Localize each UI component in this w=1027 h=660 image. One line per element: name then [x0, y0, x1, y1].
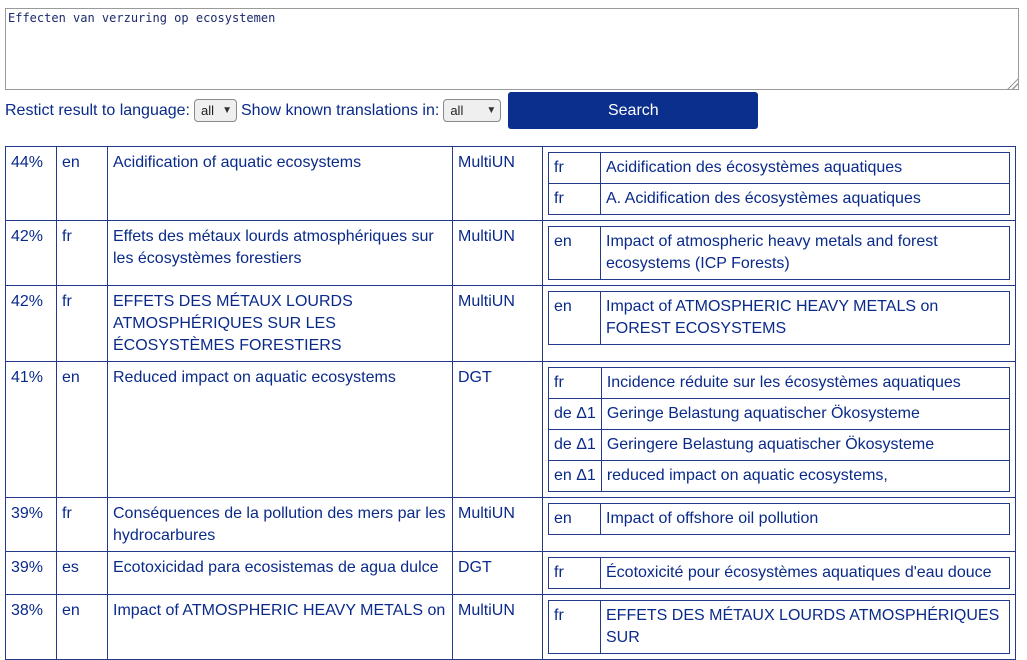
result-text: Impact of ATMOSPHERIC HEAVY METALS on	[108, 595, 453, 660]
translations-table	[548, 152, 1010, 215]
translation-text: reduced impact on aquatic ecosystems,	[601, 461, 1009, 492]
chevron-down-icon: ▼	[486, 105, 497, 116]
translations-cell	[543, 498, 1016, 552]
translations-cell	[543, 286, 1016, 362]
translation-row	[549, 461, 1010, 492]
result-source: MultiUN	[453, 595, 543, 660]
result-score: 42%	[6, 221, 57, 286]
translation-language: fr	[549, 368, 602, 399]
translation-text: Impact of atmospheric heavy metals and forest ecosystems (ICP Forests)	[601, 227, 1010, 280]
translation-text: Geringere Belastung aquatischer Ökosysteme	[601, 430, 1009, 461]
result-source: MultiUN	[453, 498, 543, 552]
restrict-language-label: Restict result to language:	[5, 101, 190, 119]
show-translations-value: all	[450, 103, 464, 118]
translation-row	[549, 153, 1010, 184]
result-row	[6, 147, 1016, 221]
result-row	[6, 362, 1016, 498]
result-text: Effets des métaux lourds atmosphériques sur les écosystèmes forestiers	[108, 221, 453, 286]
result-source: DGT	[453, 552, 543, 595]
result-text: Reduced impact on aquatic ecosystems	[108, 362, 453, 498]
translation-text: Geringe Belastung aquatischer Ökosysteme	[601, 399, 1009, 430]
translations-table	[548, 600, 1010, 654]
result-source: MultiUN	[453, 286, 543, 362]
translation-text: Acidification des écosystèmes aquatiques	[601, 153, 1010, 184]
result-score: 39%	[6, 552, 57, 595]
translation-text: Impact of ATMOSPHERIC HEAVY METALS on FOREST ECOSYSTEMS	[601, 292, 1010, 345]
translations-cell	[543, 221, 1016, 286]
translation-text: Impact of offshore oil pollution	[601, 504, 1010, 535]
search-button[interactable]: Search	[508, 92, 758, 129]
show-translations-select[interactable]	[443, 99, 501, 122]
translation-language: fr	[549, 558, 601, 589]
translation-text: A. Acidification des écosystèmes aquatiques	[601, 184, 1010, 215]
result-source: DGT	[453, 362, 543, 498]
result-row	[6, 552, 1016, 595]
result-language: en	[57, 595, 108, 660]
translations-table	[548, 367, 1010, 492]
result-row	[6, 286, 1016, 362]
translation-language: fr	[549, 153, 601, 184]
translation-language: fr	[549, 601, 601, 654]
translation-language: en	[549, 227, 601, 280]
translation-row	[549, 227, 1010, 280]
translation-text: Écotoxicité pour écosystèmes aquatiques d'eau douce	[601, 558, 1010, 589]
translations-table	[548, 226, 1010, 280]
translations-cell	[543, 147, 1016, 221]
chevron-down-icon: ▼	[222, 105, 232, 116]
result-language: en	[57, 362, 108, 498]
result-row	[6, 595, 1016, 660]
result-text: Ecotoxicidad para ecosistemas de agua dulce	[108, 552, 453, 595]
translation-row	[549, 399, 1010, 430]
translation-row	[549, 558, 1010, 589]
result-language: fr	[57, 498, 108, 552]
result-score: 39%	[6, 498, 57, 552]
result-score: 44%	[6, 147, 57, 221]
show-translations-label: Show known translations in:	[241, 101, 440, 119]
query-textarea[interactable]	[5, 8, 1019, 90]
result-score: 42%	[6, 286, 57, 362]
translation-row	[549, 601, 1010, 654]
textarea-resize-handle[interactable]	[1006, 77, 1018, 89]
result-row	[6, 221, 1016, 286]
restrict-language-value: all	[201, 103, 215, 118]
translation-row	[549, 368, 1010, 399]
translations-table	[548, 291, 1010, 345]
translation-row	[549, 184, 1010, 215]
translation-language: de Δ1	[549, 430, 602, 461]
result-text: EFFETS DES MÉTAUX LOURDS ATMOSPHÉRIQUES SUR LES ÉCOSYSTÈMES FORESTIERS	[108, 286, 453, 362]
result-row	[6, 498, 1016, 552]
results-table	[5, 146, 1016, 660]
translations-table	[548, 557, 1010, 589]
result-language: fr	[57, 221, 108, 286]
result-language: en	[57, 147, 108, 221]
result-language: fr	[57, 286, 108, 362]
result-source: MultiUN	[453, 221, 543, 286]
restrict-language-select[interactable]	[194, 99, 237, 122]
search-controls	[5, 92, 758, 129]
translations-cell	[543, 362, 1016, 498]
translation-language: fr	[549, 184, 601, 215]
translation-row	[549, 504, 1010, 535]
translation-language: en Δ1	[549, 461, 602, 492]
result-score: 41%	[6, 362, 57, 498]
translation-text: Incidence réduite sur les écosystèmes aquatiques	[601, 368, 1009, 399]
translation-row	[549, 430, 1010, 461]
result-text: Conséquences de la pollution des mers par les hydrocarbures	[108, 498, 453, 552]
translations-table	[548, 503, 1010, 535]
result-language: es	[57, 552, 108, 595]
translation-language: en	[549, 504, 601, 535]
translations-cell	[543, 595, 1016, 660]
result-text: Acidification of aquatic ecosystems	[108, 147, 453, 221]
translations-cell	[543, 552, 1016, 595]
translation-row	[549, 292, 1010, 345]
translation-language: en	[549, 292, 601, 345]
result-source: MultiUN	[453, 147, 543, 221]
result-score: 38%	[6, 595, 57, 660]
translation-language: de Δ1	[549, 399, 602, 430]
translation-text: EFFETS DES MÉTAUX LOURDS ATMOSPHÉRIQUES SUR	[601, 601, 1010, 654]
